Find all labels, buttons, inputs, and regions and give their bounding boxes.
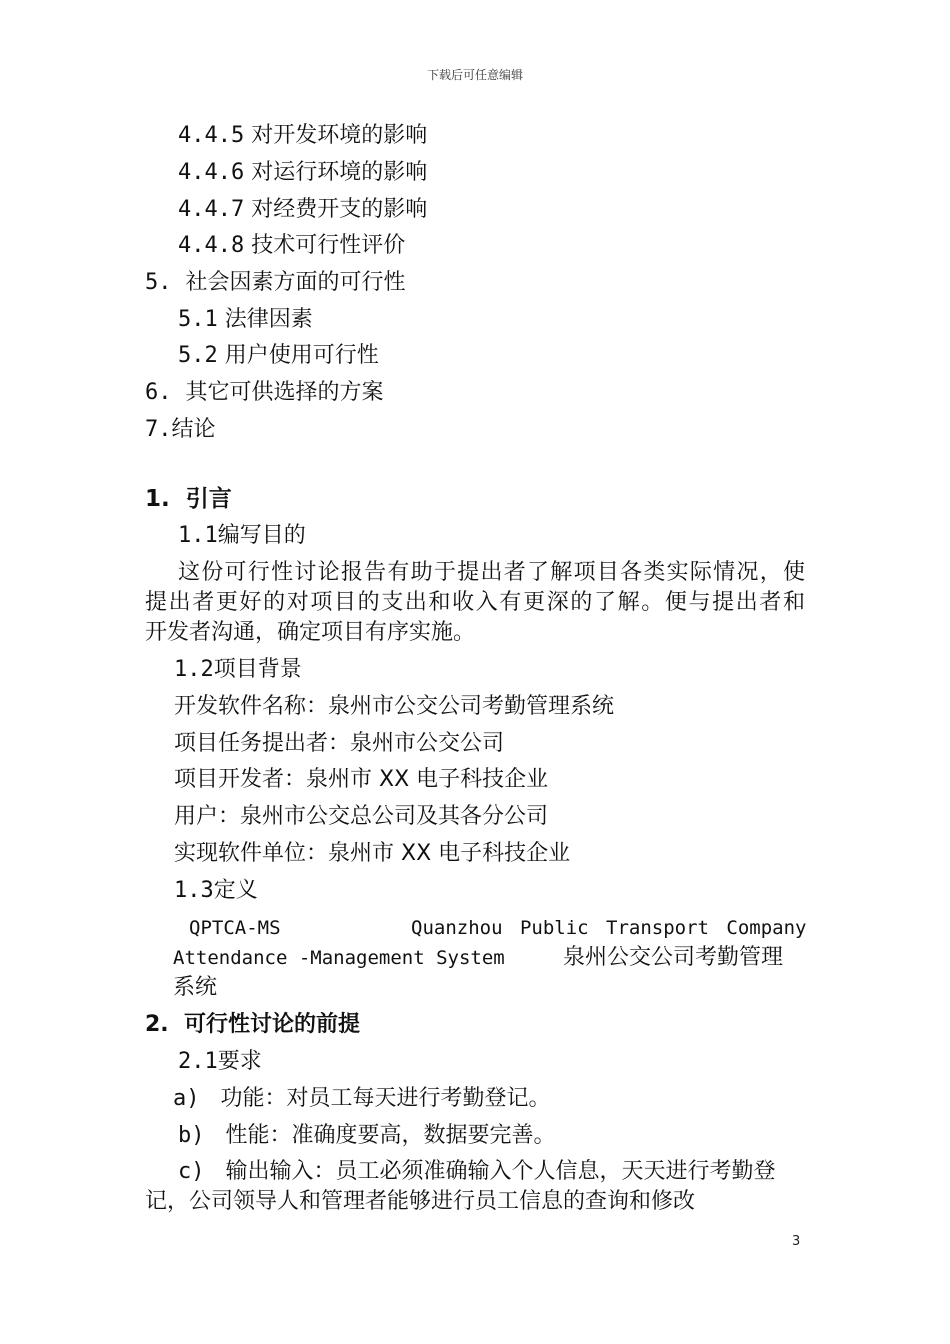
toc-item bbox=[178, 195, 427, 225]
item-marker: b) bbox=[178, 1123, 205, 1148]
item-marker: c) bbox=[178, 1159, 205, 1184]
subsection-heading bbox=[174, 655, 302, 685]
section-title: 可行性讨论的前提 bbox=[184, 1012, 361, 1037]
definition-abbr: QPTCA-MS bbox=[189, 917, 281, 939]
section-heading bbox=[145, 484, 232, 514]
subsection-title: 项目背景 bbox=[213, 657, 302, 682]
bg-value: 泉州市公交总公司及其各分公司 bbox=[240, 804, 549, 829]
definition-chinese: 系统 bbox=[173, 975, 218, 1000]
bg-label: 项目任务提出者： bbox=[174, 731, 351, 756]
toc-num: 5.1 bbox=[178, 307, 218, 332]
bg-label: 实现软件单位： bbox=[174, 841, 329, 866]
toc-item bbox=[145, 415, 216, 445]
bg-value: 泉州市 XX 电子科技企业 bbox=[328, 841, 571, 866]
toc-text: 结论 bbox=[171, 417, 216, 442]
toc-item bbox=[178, 121, 427, 151]
paragraph-line: 这份可行性讨论报告有助于提出者了解项目各类实际情况，使 bbox=[178, 560, 805, 585]
bg-value: 泉州市公交公司考勤管理系统 bbox=[328, 694, 615, 719]
toc-num: 5.2 bbox=[178, 343, 218, 368]
toc-num: 4.4.6 bbox=[178, 160, 245, 185]
definition-english: Quanzhou Public Transport Company bbox=[411, 917, 807, 939]
toc-num: 6. bbox=[145, 380, 172, 405]
toc-text: 用户使用可行性 bbox=[224, 343, 379, 368]
subsection-title: 要求 bbox=[217, 1049, 262, 1074]
toc-item bbox=[178, 305, 313, 335]
item-text: 输出输入：员工必须准确输入个人信息，天天进行考勤登 bbox=[225, 1159, 776, 1184]
toc-text: 对经费开支的影响 bbox=[251, 197, 428, 222]
section-num: 2. bbox=[145, 1012, 169, 1037]
toc-text: 法律因素 bbox=[224, 307, 313, 332]
page-number: 3 bbox=[792, 1234, 801, 1249]
item-marker: a) bbox=[173, 1086, 200, 1111]
page-header: 下载后可任意编辑 bbox=[426, 68, 523, 82]
subsection-title: 编写目的 bbox=[217, 523, 306, 548]
toc-item bbox=[145, 268, 406, 298]
requirement-item bbox=[173, 1084, 551, 1114]
background-item bbox=[174, 692, 614, 722]
toc-num: 5. bbox=[145, 270, 172, 295]
item-text: 性能：准确度要高，数据要完善。 bbox=[225, 1123, 556, 1148]
background-item bbox=[174, 765, 548, 795]
bg-label: 开发软件名称： bbox=[174, 694, 329, 719]
definition-chinese: 泉州公交公司考勤管理 bbox=[563, 945, 784, 970]
subsection-heading bbox=[174, 876, 258, 906]
background-item bbox=[174, 802, 548, 832]
toc-item bbox=[178, 341, 379, 371]
subsection-title: 定义 bbox=[213, 878, 258, 903]
toc-text: 社会因素方面的可行性 bbox=[185, 270, 406, 295]
paragraph-line: 开发者沟通，确定项目有序实施。 bbox=[145, 620, 476, 645]
section-title: 引言 bbox=[185, 486, 232, 512]
definition-english: Attendance -Management System bbox=[173, 947, 505, 969]
toc-text: 对运行环境的影响 bbox=[251, 160, 428, 185]
bg-label: 用户： bbox=[174, 804, 241, 829]
requirement-item bbox=[178, 1157, 776, 1187]
requirement-item-continuation: 记，公司领导人和管理者能够进行员工信息的查询和修改 bbox=[145, 1189, 696, 1214]
toc-text: 其它可供选择的方案 bbox=[185, 380, 384, 405]
subsection-heading bbox=[178, 521, 306, 551]
toc-item bbox=[178, 158, 427, 188]
section-num: 1. bbox=[145, 486, 170, 512]
paragraph-line: 提出者更好的对项目的支出和收入有更深的了解。便与提出者和 bbox=[145, 590, 805, 615]
subsection-num: 1.2 bbox=[174, 657, 214, 682]
bg-value: 泉州市公交公司 bbox=[350, 731, 505, 756]
bg-value: 泉州市 XX 电子科技企业 bbox=[306, 767, 549, 792]
toc-num: 4.4.7 bbox=[178, 197, 245, 222]
bg-label: 项目开发者： bbox=[174, 767, 307, 792]
toc-num: 7. bbox=[145, 417, 172, 442]
toc-num: 4.4.5 bbox=[178, 123, 245, 148]
background-item bbox=[174, 729, 504, 759]
subsection-heading bbox=[178, 1047, 262, 1077]
section-heading bbox=[145, 1010, 360, 1040]
subsection-num: 2.1 bbox=[178, 1049, 218, 1074]
toc-item bbox=[145, 378, 384, 408]
subsection-num: 1.1 bbox=[178, 523, 218, 548]
subsection-num: 1.3 bbox=[174, 878, 214, 903]
toc-text: 对开发环境的影响 bbox=[251, 123, 428, 148]
toc-num: 4.4.8 bbox=[178, 233, 245, 258]
toc-item bbox=[178, 231, 405, 261]
item-text: 功能：对员工每天进行考勤登记。 bbox=[220, 1086, 551, 1111]
toc-text: 技术可行性评价 bbox=[251, 233, 406, 258]
background-item bbox=[174, 839, 570, 869]
requirement-item bbox=[178, 1121, 556, 1151]
